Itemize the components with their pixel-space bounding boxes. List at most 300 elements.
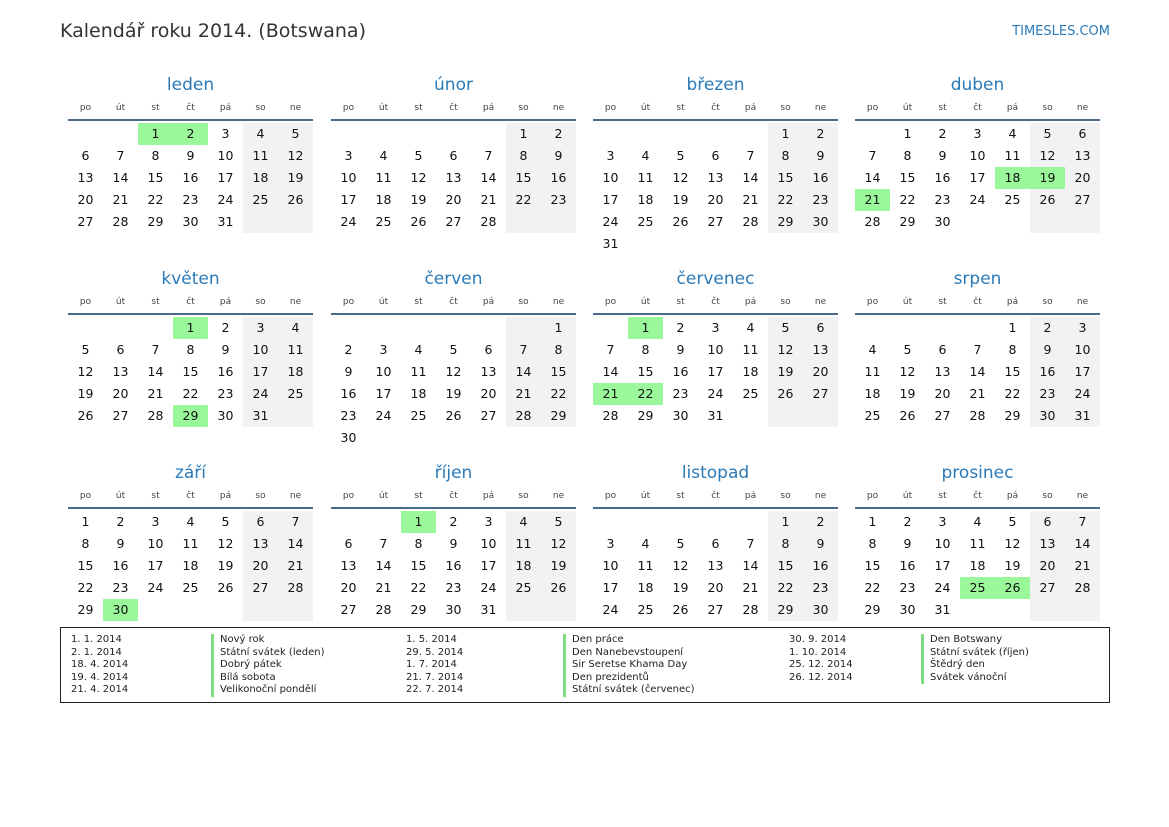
day-cell[interactable]: 4 xyxy=(1008,126,1017,141)
day-cell[interactable]: 1 xyxy=(628,317,663,339)
day-cell[interactable]: 27 xyxy=(707,214,724,229)
day-cell[interactable]: 22 xyxy=(1004,386,1021,401)
day-cell[interactable]: 13 xyxy=(77,170,94,185)
day-cell[interactable]: 16 xyxy=(182,170,199,185)
day-cell[interactable]: 18 xyxy=(742,364,759,379)
day-cell[interactable]: 31 xyxy=(1065,405,1100,427)
day-cell[interactable]: 21 xyxy=(855,189,890,211)
day-cell[interactable]: 16 xyxy=(217,364,234,379)
day-cell[interactable]: 7 xyxy=(506,339,541,361)
day-cell[interactable]: 23 xyxy=(934,192,951,207)
day-cell[interactable]: 30 xyxy=(182,214,199,229)
day-cell[interactable]: 29 xyxy=(77,602,94,617)
day-cell[interactable]: 16 xyxy=(803,167,838,189)
day-cell[interactable]: 8 xyxy=(151,148,160,163)
day-cell[interactable]: 3 xyxy=(379,342,388,357)
day-cell[interactable]: 17 xyxy=(602,192,619,207)
day-cell[interactable]: 7 xyxy=(116,148,125,163)
day-cell[interactable]: 18 xyxy=(637,580,654,595)
day-cell[interactable]: 7 xyxy=(278,511,313,533)
day-cell[interactable]: 21 xyxy=(278,555,313,577)
day-cell[interactable]: 9 xyxy=(221,342,230,357)
day-cell[interactable]: 21 xyxy=(969,386,986,401)
day-cell[interactable]: 3 xyxy=(344,148,353,163)
day-cell[interactable]: 24 xyxy=(602,602,619,617)
day-cell[interactable]: 4 xyxy=(243,123,278,145)
day-cell[interactable]: 15 xyxy=(768,167,803,189)
day-cell[interactable]: 16 xyxy=(1030,361,1065,383)
day-cell[interactable]: 1 xyxy=(506,123,541,145)
day-cell[interactable]: 22 xyxy=(410,580,427,595)
day-cell[interactable]: 13 xyxy=(1065,145,1100,167)
day-cell[interactable]: 31 xyxy=(934,602,951,617)
day-cell[interactable]: 31 xyxy=(480,602,497,617)
day-cell[interactable]: 15 xyxy=(768,555,803,577)
day-cell[interactable]: 25 xyxy=(182,580,199,595)
day-cell[interactable]: 30 xyxy=(672,408,689,423)
day-cell[interactable]: 7 xyxy=(973,342,982,357)
day-cell[interactable]: 28 xyxy=(969,408,986,423)
day-cell[interactable]: 13 xyxy=(480,364,497,379)
day-cell[interactable]: 22 xyxy=(768,577,803,599)
day-cell[interactable]: 10 xyxy=(934,536,951,551)
day-cell[interactable]: 14 xyxy=(969,364,986,379)
day-cell[interactable]: 26 xyxy=(77,408,94,423)
day-cell[interactable]: 12 xyxy=(77,364,94,379)
day-cell[interactable]: 16 xyxy=(112,558,129,573)
day-cell[interactable]: 17 xyxy=(480,558,497,573)
day-cell[interactable]: 31 xyxy=(217,214,234,229)
day-cell[interactable]: 18 xyxy=(506,555,541,577)
day-cell[interactable]: 24 xyxy=(707,386,724,401)
day-cell[interactable]: 18 xyxy=(375,192,392,207)
day-cell[interactable]: 12 xyxy=(672,558,689,573)
day-cell[interactable]: 28 xyxy=(278,577,313,599)
day-cell[interactable]: 23 xyxy=(182,192,199,207)
day-cell[interactable]: 26 xyxy=(445,408,462,423)
day-cell[interactable]: 20 xyxy=(707,192,724,207)
day-cell[interactable]: 3 xyxy=(938,514,947,529)
day-cell[interactable]: 1 xyxy=(1008,320,1017,335)
day-cell[interactable]: 18 xyxy=(243,167,278,189)
day-cell[interactable]: 23 xyxy=(899,580,916,595)
day-cell[interactable]: 21 xyxy=(480,192,497,207)
day-cell[interactable]: 9 xyxy=(803,533,838,555)
day-cell[interactable]: 12 xyxy=(445,364,462,379)
day-cell[interactable]: 19 xyxy=(899,386,916,401)
day-cell[interactable]: 5 xyxy=(449,342,458,357)
day-cell[interactable]: 15 xyxy=(864,558,881,573)
day-cell[interactable]: 4 xyxy=(641,536,650,551)
day-cell[interactable]: 24 xyxy=(969,192,986,207)
day-cell[interactable]: 10 xyxy=(1065,339,1100,361)
day-cell[interactable]: 9 xyxy=(1030,339,1065,361)
day-cell[interactable]: 24 xyxy=(480,580,497,595)
day-cell[interactable]: 11 xyxy=(375,170,392,185)
day-cell[interactable]: 30 xyxy=(1030,405,1065,427)
day-cell[interactable]: 18 xyxy=(182,558,199,573)
day-cell[interactable]: 10 xyxy=(243,339,278,361)
day-cell[interactable]: 6 xyxy=(938,342,947,357)
day-cell[interactable]: 11 xyxy=(410,364,427,379)
day-cell[interactable]: 13 xyxy=(707,170,724,185)
day-cell[interactable]: 28 xyxy=(864,214,881,229)
day-cell[interactable]: 10 xyxy=(375,364,392,379)
day-cell[interactable]: 7 xyxy=(868,148,877,163)
day-cell[interactable]: 6 xyxy=(1065,123,1100,145)
day-cell[interactable]: 21 xyxy=(506,383,541,405)
day-cell[interactable]: 23 xyxy=(217,386,234,401)
day-cell[interactable]: 28 xyxy=(602,408,619,423)
day-cell[interactable]: 14 xyxy=(742,558,759,573)
day-cell[interactable]: 29 xyxy=(637,408,654,423)
day-cell[interactable]: 5 xyxy=(1030,123,1065,145)
day-cell[interactable]: 11 xyxy=(182,536,199,551)
day-cell[interactable]: 12 xyxy=(768,339,803,361)
day-cell[interactable]: 5 xyxy=(81,342,90,357)
day-cell[interactable]: 23 xyxy=(672,386,689,401)
day-cell[interactable]: 22 xyxy=(768,189,803,211)
day-cell[interactable]: 25 xyxy=(375,214,392,229)
day-cell[interactable]: 23 xyxy=(445,580,462,595)
day-cell[interactable]: 30 xyxy=(803,211,838,233)
day-cell[interactable]: 12 xyxy=(278,145,313,167)
day-cell[interactable]: 10 xyxy=(602,170,619,185)
day-cell[interactable]: 20 xyxy=(1065,167,1100,189)
day-cell[interactable]: 25 xyxy=(1004,192,1021,207)
day-cell[interactable]: 5 xyxy=(903,342,912,357)
day-cell[interactable]: 22 xyxy=(147,192,164,207)
day-cell[interactable]: 25 xyxy=(410,408,427,423)
day-cell[interactable]: 27 xyxy=(934,408,951,423)
day-cell[interactable]: 9 xyxy=(186,148,195,163)
day-cell[interactable]: 20 xyxy=(934,386,951,401)
day-cell[interactable]: 28 xyxy=(480,214,497,229)
day-cell[interactable]: 6 xyxy=(449,148,458,163)
day-cell[interactable]: 6 xyxy=(803,317,838,339)
day-cell[interactable]: 26 xyxy=(672,214,689,229)
day-cell[interactable]: 12 xyxy=(1030,145,1065,167)
day-cell[interactable]: 1 xyxy=(138,123,173,145)
day-cell[interactable]: 31 xyxy=(707,408,724,423)
day-cell[interactable]: 26 xyxy=(899,408,916,423)
day-cell[interactable]: 20 xyxy=(803,361,838,383)
day-cell[interactable]: 8 xyxy=(541,339,576,361)
day-cell[interactable]: 8 xyxy=(186,342,195,357)
day-cell[interactable]: 8 xyxy=(768,533,803,555)
day-cell[interactable]: 14 xyxy=(602,364,619,379)
day-cell[interactable]: 10 xyxy=(480,536,497,551)
day-cell[interactable]: 2 xyxy=(803,511,838,533)
day-cell[interactable]: 13 xyxy=(445,170,462,185)
day-cell[interactable]: 19 xyxy=(768,361,803,383)
day-cell[interactable]: 27 xyxy=(1065,189,1100,211)
day-cell[interactable]: 23 xyxy=(1030,383,1065,405)
day-cell[interactable]: 7 xyxy=(746,148,755,163)
day-cell[interactable]: 14 xyxy=(278,533,313,555)
day-cell[interactable]: 8 xyxy=(506,145,541,167)
day-cell[interactable]: 18 xyxy=(410,386,427,401)
day-cell[interactable]: 6 xyxy=(243,511,278,533)
day-cell[interactable]: 8 xyxy=(768,145,803,167)
day-cell[interactable]: 24 xyxy=(147,580,164,595)
day-cell[interactable]: 20 xyxy=(243,555,278,577)
day-cell[interactable]: 2 xyxy=(344,342,353,357)
day-cell[interactable]: 5 xyxy=(676,536,685,551)
day-cell[interactable]: 10 xyxy=(340,170,357,185)
day-cell[interactable]: 1 xyxy=(868,514,877,529)
day-cell[interactable]: 13 xyxy=(112,364,129,379)
day-cell[interactable]: 10 xyxy=(217,148,234,163)
day-cell[interactable]: 6 xyxy=(344,536,353,551)
day-cell[interactable]: 15 xyxy=(410,558,427,573)
day-cell[interactable]: 27 xyxy=(707,602,724,617)
day-cell[interactable]: 18 xyxy=(969,558,986,573)
day-cell[interactable]: 19 xyxy=(410,192,427,207)
day-cell[interactable]: 24 xyxy=(243,383,278,405)
day-cell[interactable]: 25 xyxy=(278,383,313,405)
day-cell[interactable]: 5 xyxy=(768,317,803,339)
day-cell[interactable]: 4 xyxy=(186,514,195,529)
day-cell[interactable]: 5 xyxy=(1008,514,1017,529)
day-cell[interactable]: 25 xyxy=(243,189,278,211)
day-cell[interactable]: 6 xyxy=(484,342,493,357)
day-cell[interactable]: 20 xyxy=(340,580,357,595)
day-cell[interactable]: 9 xyxy=(344,364,353,379)
day-cell[interactable]: 19 xyxy=(672,580,689,595)
day-cell[interactable]: 2 xyxy=(938,126,947,141)
day-cell[interactable]: 11 xyxy=(1004,148,1021,163)
day-cell[interactable]: 29 xyxy=(1004,408,1021,423)
day-cell[interactable]: 19 xyxy=(1030,167,1065,189)
day-cell[interactable]: 15 xyxy=(77,558,94,573)
day-cell[interactable]: 28 xyxy=(742,214,759,229)
day-cell[interactable]: 11 xyxy=(742,342,759,357)
day-cell[interactable]: 20 xyxy=(112,386,129,401)
day-cell[interactable]: 29 xyxy=(410,602,427,617)
day-cell[interactable]: 17 xyxy=(340,192,357,207)
day-cell[interactable]: 25 xyxy=(960,577,995,599)
day-cell[interactable]: 15 xyxy=(182,364,199,379)
day-cell[interactable]: 8 xyxy=(414,536,423,551)
day-cell[interactable]: 16 xyxy=(934,170,951,185)
day-cell[interactable]: 28 xyxy=(375,602,392,617)
day-cell[interactable]: 9 xyxy=(803,145,838,167)
day-cell[interactable]: 11 xyxy=(864,364,881,379)
day-cell[interactable]: 10 xyxy=(969,148,986,163)
day-cell[interactable]: 21 xyxy=(375,580,392,595)
day-cell[interactable]: 24 xyxy=(934,580,951,595)
day-cell[interactable]: 17 xyxy=(217,170,234,185)
day-cell[interactable]: 5 xyxy=(278,123,313,145)
day-cell[interactable]: 21 xyxy=(1065,555,1100,577)
day-cell[interactable]: 4 xyxy=(868,342,877,357)
day-cell[interactable]: 2 xyxy=(116,514,125,529)
day-cell[interactable]: 19 xyxy=(541,555,576,577)
day-cell[interactable]: 11 xyxy=(637,170,654,185)
day-cell[interactable]: 23 xyxy=(803,189,838,211)
day-cell[interactable]: 22 xyxy=(182,386,199,401)
day-cell[interactable]: 3 xyxy=(1065,317,1100,339)
day-cell[interactable]: 13 xyxy=(803,339,838,361)
day-cell[interactable]: 6 xyxy=(1030,511,1065,533)
day-cell[interactable]: 10 xyxy=(147,536,164,551)
day-cell[interactable]: 26 xyxy=(768,383,803,405)
day-cell[interactable]: 24 xyxy=(375,408,392,423)
day-cell[interactable]: 14 xyxy=(112,170,129,185)
day-cell[interactable]: 14 xyxy=(480,170,497,185)
day-cell[interactable]: 2 xyxy=(1030,317,1065,339)
day-cell[interactable]: 20 xyxy=(707,580,724,595)
day-cell[interactable]: 4 xyxy=(414,342,423,357)
day-cell[interactable]: 24 xyxy=(1065,383,1100,405)
day-cell[interactable]: 2 xyxy=(803,123,838,145)
day-cell[interactable]: 14 xyxy=(506,361,541,383)
day-cell[interactable]: 15 xyxy=(899,170,916,185)
day-cell[interactable]: 17 xyxy=(934,558,951,573)
day-cell[interactable]: 2 xyxy=(221,320,230,335)
day-cell[interactable]: 20 xyxy=(480,386,497,401)
day-cell[interactable]: 16 xyxy=(672,364,689,379)
day-cell[interactable]: 8 xyxy=(1008,342,1017,357)
day-cell[interactable]: 2 xyxy=(541,123,576,145)
day-cell[interactable]: 4 xyxy=(973,514,982,529)
day-cell[interactable]: 16 xyxy=(541,167,576,189)
day-cell[interactable]: 11 xyxy=(243,145,278,167)
day-cell[interactable]: 5 xyxy=(676,148,685,163)
day-cell[interactable]: 22 xyxy=(864,580,881,595)
day-cell[interactable]: 6 xyxy=(81,148,90,163)
day-cell[interactable]: 17 xyxy=(147,558,164,573)
day-cell[interactable]: 7 xyxy=(1065,511,1100,533)
day-cell[interactable]: 27 xyxy=(1030,577,1065,599)
day-cell[interactable]: 28 xyxy=(506,405,541,427)
day-cell[interactable]: 9 xyxy=(116,536,125,551)
day-cell[interactable]: 15 xyxy=(541,361,576,383)
day-cell[interactable]: 22 xyxy=(506,189,541,211)
day-cell[interactable]: 15 xyxy=(506,167,541,189)
day-cell[interactable]: 8 xyxy=(81,536,90,551)
day-cell[interactable]: 3 xyxy=(484,514,493,529)
day-cell[interactable]: 17 xyxy=(707,364,724,379)
day-cell[interactable]: 13 xyxy=(1030,533,1065,555)
day-cell[interactable]: 7 xyxy=(484,148,493,163)
day-cell[interactable]: 5 xyxy=(221,514,230,529)
day-cell[interactable]: 1 xyxy=(903,126,912,141)
day-cell[interactable]: 19 xyxy=(445,386,462,401)
day-cell[interactable]: 6 xyxy=(711,148,720,163)
day-cell[interactable]: 22 xyxy=(541,383,576,405)
day-cell[interactable]: 20 xyxy=(77,192,94,207)
day-cell[interactable]: 21 xyxy=(742,192,759,207)
day-cell[interactable]: 3 xyxy=(151,514,160,529)
day-cell[interactable]: 27 xyxy=(803,383,838,405)
day-cell[interactable]: 9 xyxy=(541,145,576,167)
day-cell[interactable]: 29 xyxy=(899,214,916,229)
day-cell[interactable]: 6 xyxy=(116,342,125,357)
day-cell[interactable]: 17 xyxy=(375,386,392,401)
day-cell[interactable]: 27 xyxy=(480,408,497,423)
day-cell[interactable]: 27 xyxy=(112,408,129,423)
day-cell[interactable]: 12 xyxy=(410,170,427,185)
day-cell[interactable]: 2 xyxy=(676,320,685,335)
day-cell[interactable]: 20 xyxy=(1030,555,1065,577)
day-cell[interactable]: 12 xyxy=(1004,536,1021,551)
day-cell[interactable]: 9 xyxy=(449,536,458,551)
day-cell[interactable]: 24 xyxy=(217,192,234,207)
day-cell[interactable]: 5 xyxy=(541,511,576,533)
day-cell[interactable]: 9 xyxy=(903,536,912,551)
day-cell[interactable]: 17 xyxy=(602,580,619,595)
day-cell[interactable]: 1 xyxy=(81,514,90,529)
day-cell[interactable]: 13 xyxy=(707,558,724,573)
day-cell[interactable]: 29 xyxy=(541,405,576,427)
day-cell[interactable]: 11 xyxy=(278,339,313,361)
day-cell[interactable]: 3 xyxy=(606,536,615,551)
day-cell[interactable]: 29 xyxy=(768,599,803,621)
day-cell[interactable]: 12 xyxy=(899,364,916,379)
day-cell[interactable]: 12 xyxy=(217,536,234,551)
day-cell[interactable]: 26 xyxy=(278,189,313,211)
day-cell[interactable]: 20 xyxy=(445,192,462,207)
day-cell[interactable]: 4 xyxy=(746,320,755,335)
day-cell[interactable]: 3 xyxy=(606,148,615,163)
day-cell[interactable]: 31 xyxy=(602,236,619,251)
day-cell[interactable]: 29 xyxy=(864,602,881,617)
day-cell[interactable]: 28 xyxy=(147,408,164,423)
day-cell[interactable]: 28 xyxy=(742,602,759,617)
day-cell[interactable]: 11 xyxy=(506,533,541,555)
day-cell[interactable]: 24 xyxy=(602,214,619,229)
day-cell[interactable]: 30 xyxy=(803,599,838,621)
day-cell[interactable]: 25 xyxy=(864,408,881,423)
site-link[interactable]: TIMESLES.COM xyxy=(1012,24,1110,39)
day-cell[interactable]: 30 xyxy=(217,408,234,423)
day-cell[interactable]: 29 xyxy=(147,214,164,229)
day-cell[interactable]: 13 xyxy=(934,364,951,379)
day-cell[interactable]: 29 xyxy=(173,405,208,427)
day-cell[interactable]: 16 xyxy=(445,558,462,573)
day-cell[interactable]: 19 xyxy=(672,192,689,207)
day-cell[interactable]: 12 xyxy=(541,533,576,555)
day-cell[interactable]: 7 xyxy=(746,536,755,551)
day-cell[interactable]: 11 xyxy=(637,558,654,573)
day-cell[interactable]: 13 xyxy=(340,558,357,573)
day-cell[interactable]: 27 xyxy=(243,577,278,599)
day-cell[interactable]: 17 xyxy=(969,170,986,185)
day-cell[interactable]: 26 xyxy=(995,577,1030,599)
day-cell[interactable]: 4 xyxy=(379,148,388,163)
day-cell[interactable]: 28 xyxy=(112,214,129,229)
day-cell[interactable]: 10 xyxy=(602,558,619,573)
day-cell[interactable]: 1 xyxy=(173,317,208,339)
day-cell[interactable]: 6 xyxy=(711,536,720,551)
day-cell[interactable]: 22 xyxy=(77,580,94,595)
day-cell[interactable]: 15 xyxy=(147,170,164,185)
day-cell[interactable]: 17 xyxy=(243,361,278,383)
day-cell[interactable]: 25 xyxy=(506,577,541,599)
day-cell[interactable]: 29 xyxy=(768,211,803,233)
day-cell[interactable]: 19 xyxy=(217,558,234,573)
day-cell[interactable]: 11 xyxy=(969,536,986,551)
day-cell[interactable]: 9 xyxy=(938,148,947,163)
day-cell[interactable]: 16 xyxy=(803,555,838,577)
day-cell[interactable]: 21 xyxy=(147,386,164,401)
day-cell[interactable]: 18 xyxy=(995,167,1030,189)
day-cell[interactable]: 18 xyxy=(637,192,654,207)
day-cell[interactable]: 10 xyxy=(707,342,724,357)
day-cell[interactable]: 30 xyxy=(899,602,916,617)
